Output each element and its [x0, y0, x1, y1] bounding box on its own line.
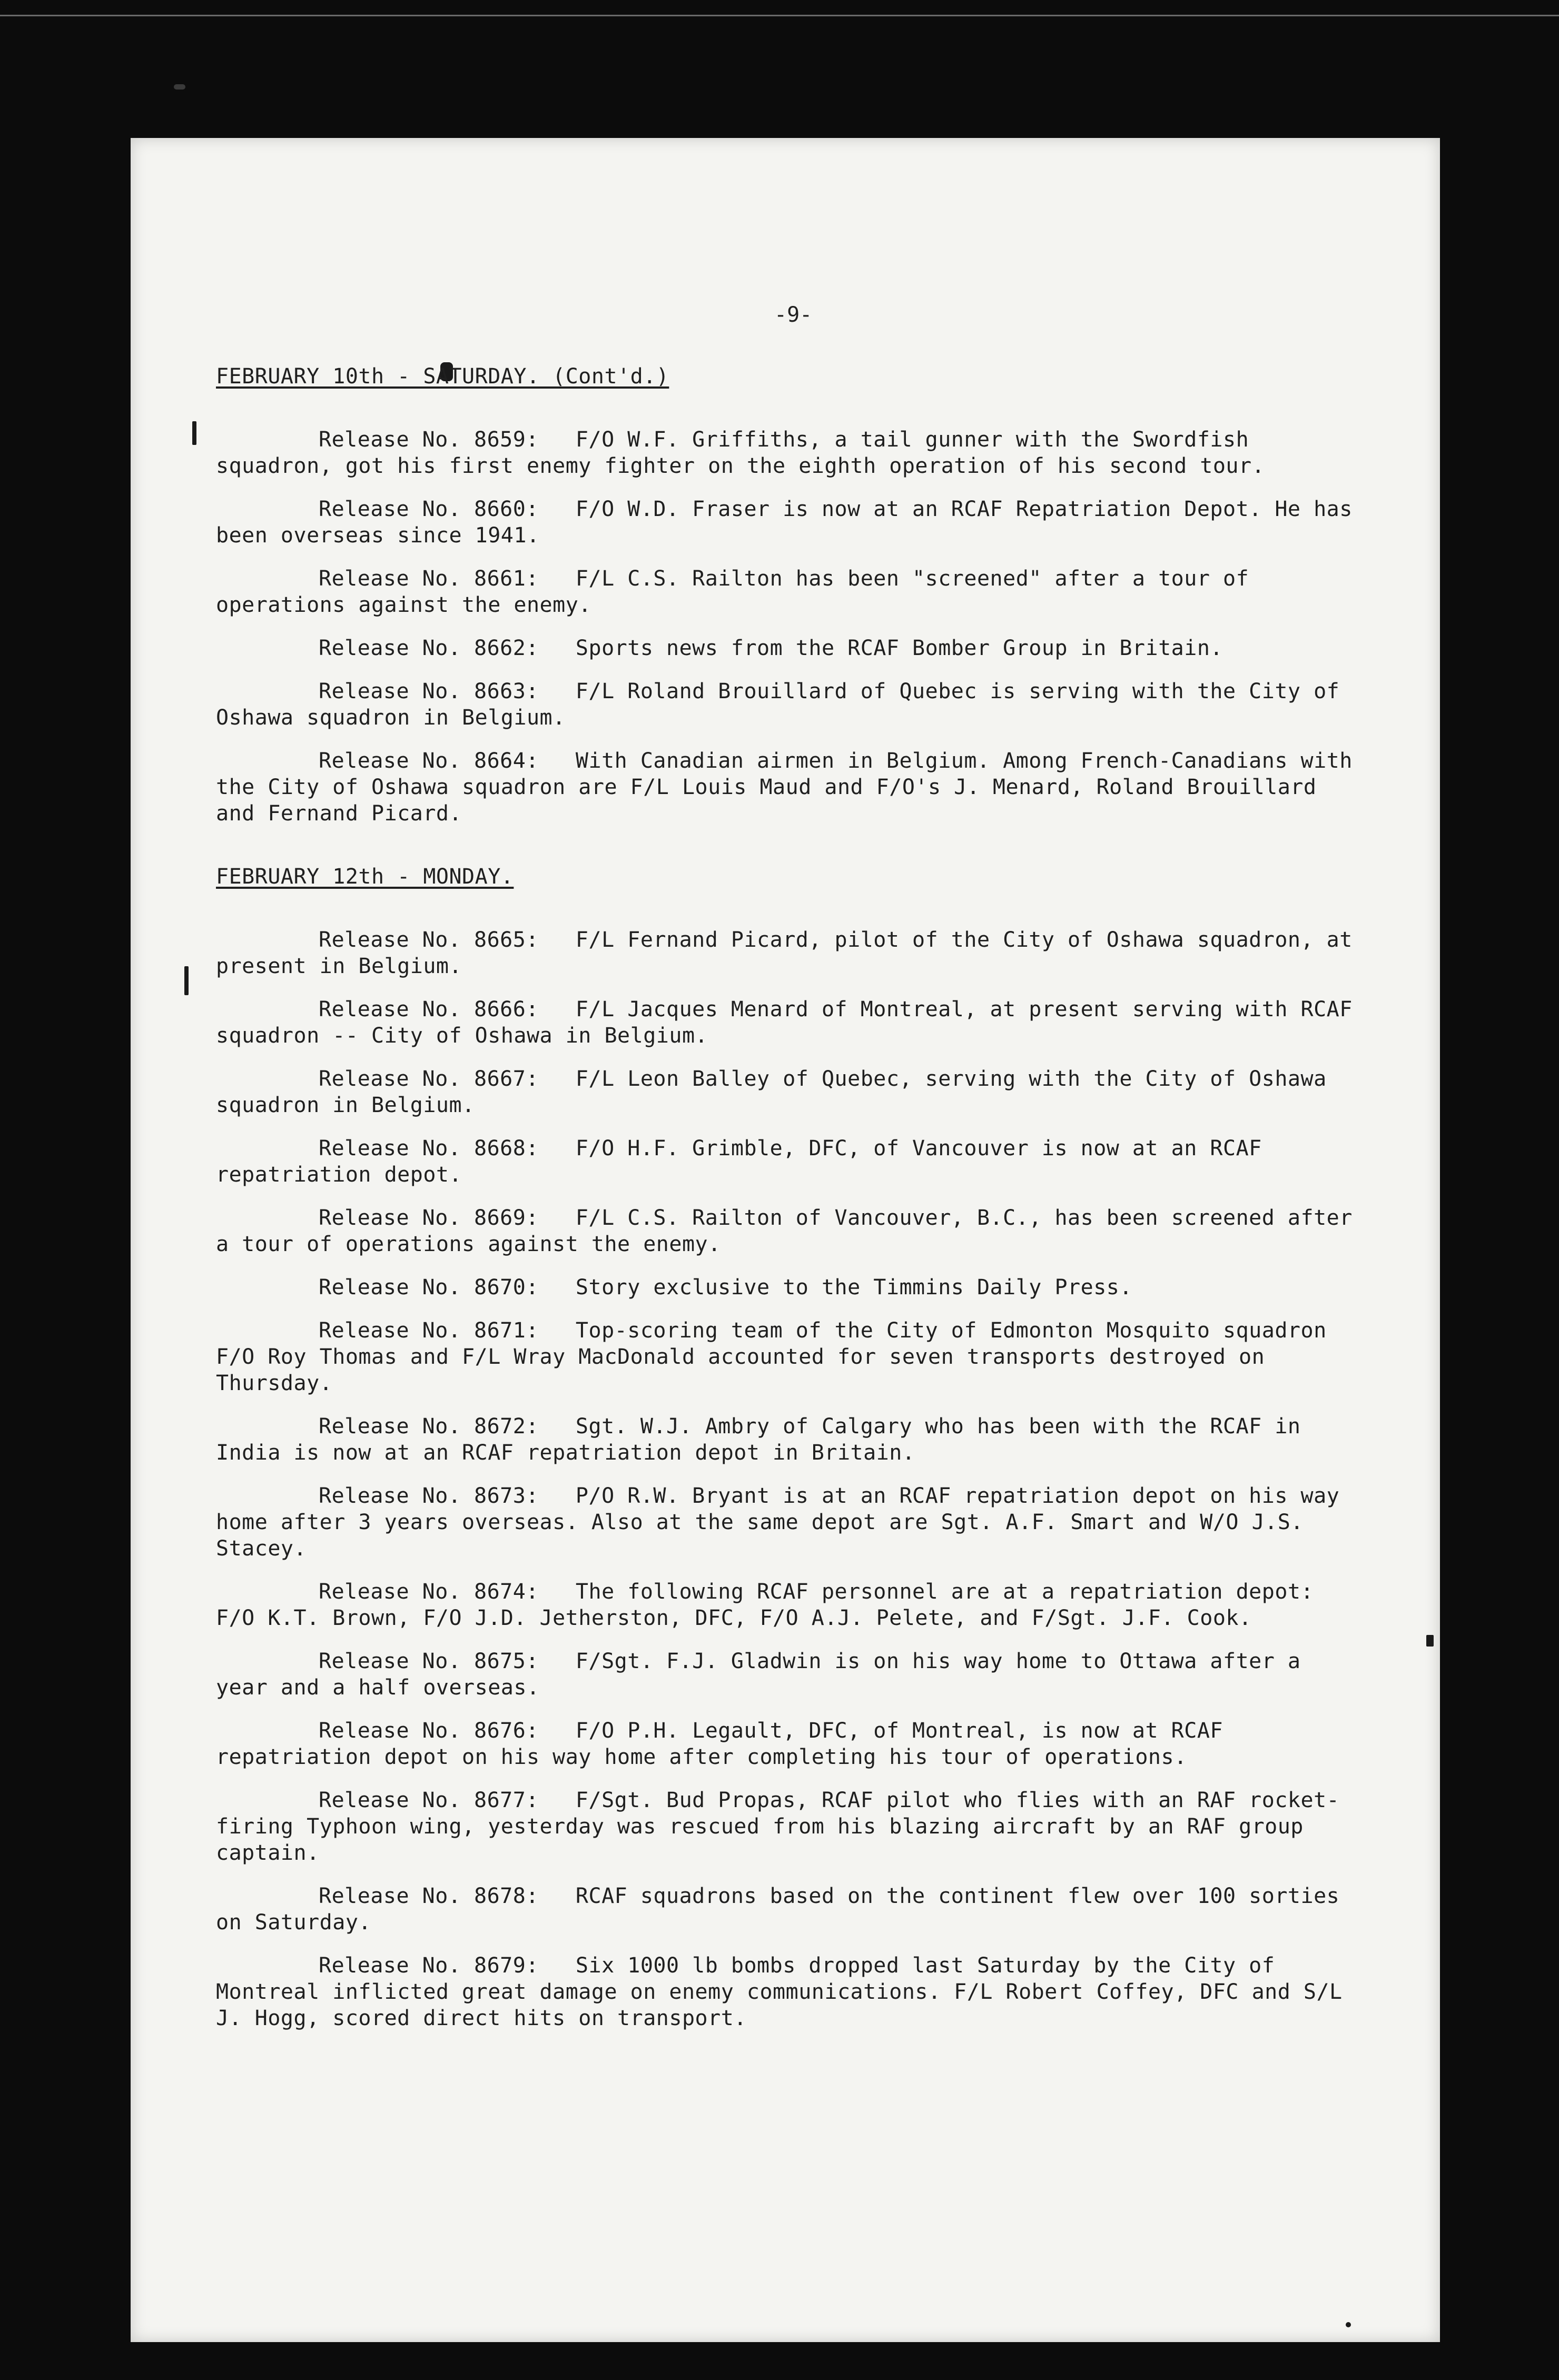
release-text: P/O R.W. Bryant is at an RCAF repatriation depot on his way home after 3 years overseas. Also at the same depot are Sgt. A.F. Smart and W/O J.S. Stacey. — [216, 1484, 1340, 1561]
release-entry — [216, 1883, 1354, 1936]
release-text: F/L C.S. Railton of Vancouver, B.C., has been screened after a tour of operations against the enemy. — [216, 1206, 1353, 1256]
release-text: F/Sgt. F.J. Gladwin is on his way home to Ottawa after a year and a half overseas. — [216, 1649, 1301, 1700]
release-entry — [216, 1066, 1354, 1118]
release-list — [216, 927, 1354, 2031]
release-label: Release No. 8675: — [319, 1649, 539, 1673]
release-label: Release No. 8667: — [319, 1067, 539, 1091]
release-entry — [216, 1787, 1354, 1866]
release-text: With Canadian airmen in Belgium. Among French-Canadians with the City of Oshawa squadron are F/L Louis Maud and F/O's J. Menard, Roland Brouillard and Fernand Picard. — [216, 749, 1353, 826]
release-text: F/O P.H. Legault, DFC, of Montreal, is now at RCAF repatriation depot on his way home after completing his tour of operations. — [216, 1719, 1223, 1769]
release-entry — [216, 1648, 1354, 1701]
release-text: RCAF squadrons based on the continent flew over 100 sorties on Saturday. — [216, 1884, 1340, 1935]
release-entry — [216, 678, 1354, 731]
release-text: The following RCAF personnel are at a repatriation depot: F/O K.T. Brown, F/O J.D. Jetherston, DFC, F/O A.J. Pelete, and F/Sgt. J.F. Cook. — [216, 1580, 1314, 1630]
release-label: Release No. 8671: — [319, 1318, 539, 1343]
margin-mark — [184, 966, 189, 995]
release-text: F/L Jacques Menard of Montreal, at present serving with RCAF squadron -- City of Oshawa in Belgium. — [216, 997, 1353, 1048]
release-label: Release No. 8660: — [319, 497, 539, 521]
release-label: Release No. 8678: — [319, 1884, 539, 1908]
release-entry — [216, 927, 1354, 979]
release-entry — [216, 996, 1354, 1049]
release-entry — [216, 427, 1354, 479]
release-label: Release No. 8676: — [319, 1719, 539, 1743]
section-heading: FEBRUARY 12th - MONDAY. — [216, 865, 514, 889]
release-list — [216, 427, 1354, 827]
release-label: Release No. 8661: — [319, 567, 539, 591]
release-entry — [216, 1579, 1354, 1631]
release-label: Release No. 8668: — [319, 1136, 539, 1161]
section-feb-10 — [216, 363, 1354, 827]
release-text: Top-scoring team of the City of Edmonton Mosquito squadron F/O Roy Thomas and F/L Wray MacDonald accounted for seven transports destroyed on Thursday. — [216, 1318, 1327, 1395]
release-entry — [216, 1952, 1354, 2031]
release-text: F/O W.F. Griffiths, a tail gunner with the Swordfish squadron, got his first enemy fighter on the eighth operation of his second tour. — [216, 428, 1265, 478]
release-entry — [216, 1205, 1354, 1257]
release-label: Release No. 8673: — [319, 1484, 539, 1508]
release-text: F/O H.F. Grimble, DFC, of Vancouver is now at an RCAF repatriation depot. — [216, 1136, 1262, 1187]
scan-edge-line — [0, 15, 1559, 16]
release-label: Release No. 8679: — [319, 1953, 539, 1978]
release-label: Release No. 8666: — [319, 997, 539, 1022]
document-body — [216, 295, 1354, 2068]
release-text: Story exclusive to the Timmins Daily Press. — [575, 1275, 1132, 1300]
section-feb-12 — [216, 864, 1354, 2031]
release-entry — [216, 1317, 1354, 1396]
release-entry — [216, 1483, 1354, 1562]
release-text: F/L Roland Brouillard of Quebec is serving with the City of Oshawa squadron in Belgium. — [216, 679, 1340, 730]
release-entry — [216, 635, 1354, 661]
release-label: Release No. 8669: — [319, 1206, 539, 1230]
release-label: Release No. 8670: — [319, 1275, 539, 1300]
release-entry — [216, 1274, 1354, 1301]
page-number: -9- — [774, 303, 813, 327]
release-label: Release No. 8674: — [319, 1580, 539, 1604]
release-label: Release No. 8677: — [319, 1788, 539, 1812]
release-text: F/L Fernand Picard, pilot of the City of Oshawa squadron, at present in Belgium. — [216, 928, 1353, 978]
release-label: Release No. 8659: — [319, 428, 539, 452]
margin-mark — [192, 421, 196, 445]
release-entry — [216, 566, 1354, 618]
release-entry — [216, 1413, 1354, 1466]
release-text: F/O W.D. Fraser is now at an RCAF Repatriation Depot. He has been overseas since 1941. — [216, 497, 1353, 548]
release-label: Release No. 8662: — [319, 636, 539, 660]
margin-mark — [1426, 1635, 1434, 1647]
release-entry — [216, 496, 1354, 549]
release-text: Sports news from the RCAF Bomber Group in Britain. — [575, 636, 1223, 660]
release-label: Release No. 8663: — [319, 679, 539, 703]
release-entry — [216, 1135, 1354, 1188]
release-text: F/L Leon Balley of Quebec, serving with the City of Oshawa squadron in Belgium. — [216, 1067, 1327, 1117]
section-heading: FEBRUARY 10th - SATURDAY. (Cont'd.) — [216, 364, 669, 389]
release-entry — [216, 1718, 1354, 1770]
release-text: F/Sgt. Bud Propas, RCAF pilot who flies with an RAF rocket-firing Typhoon wing, yesterday was rescued from his blazing aircraft by an RAF group captain. — [216, 1788, 1340, 1865]
release-label: Release No. 8664: — [319, 749, 539, 773]
release-entry — [216, 748, 1354, 827]
margin-mark — [1346, 2322, 1351, 2327]
release-text: Sgt. W.J. Ambry of Calgary who has been with the RCAF in India is now at an RCAF repatriation depot in Britain. — [216, 1414, 1301, 1465]
punch-mark — [174, 84, 185, 90]
release-text: F/L C.S. Railton has been "screened" after a tour of operations against the enemy. — [216, 567, 1249, 617]
release-text: Six 1000 lb bombs dropped last Saturday by the City of Montreal inflicted great damage on enemy communications. F/L Robert Coffey, DFC and S/L J. Hogg, scored direct hits on transport. — [216, 1953, 1343, 2030]
release-label: Release No. 8672: — [319, 1414, 539, 1439]
release-label: Release No. 8665: — [319, 928, 539, 952]
